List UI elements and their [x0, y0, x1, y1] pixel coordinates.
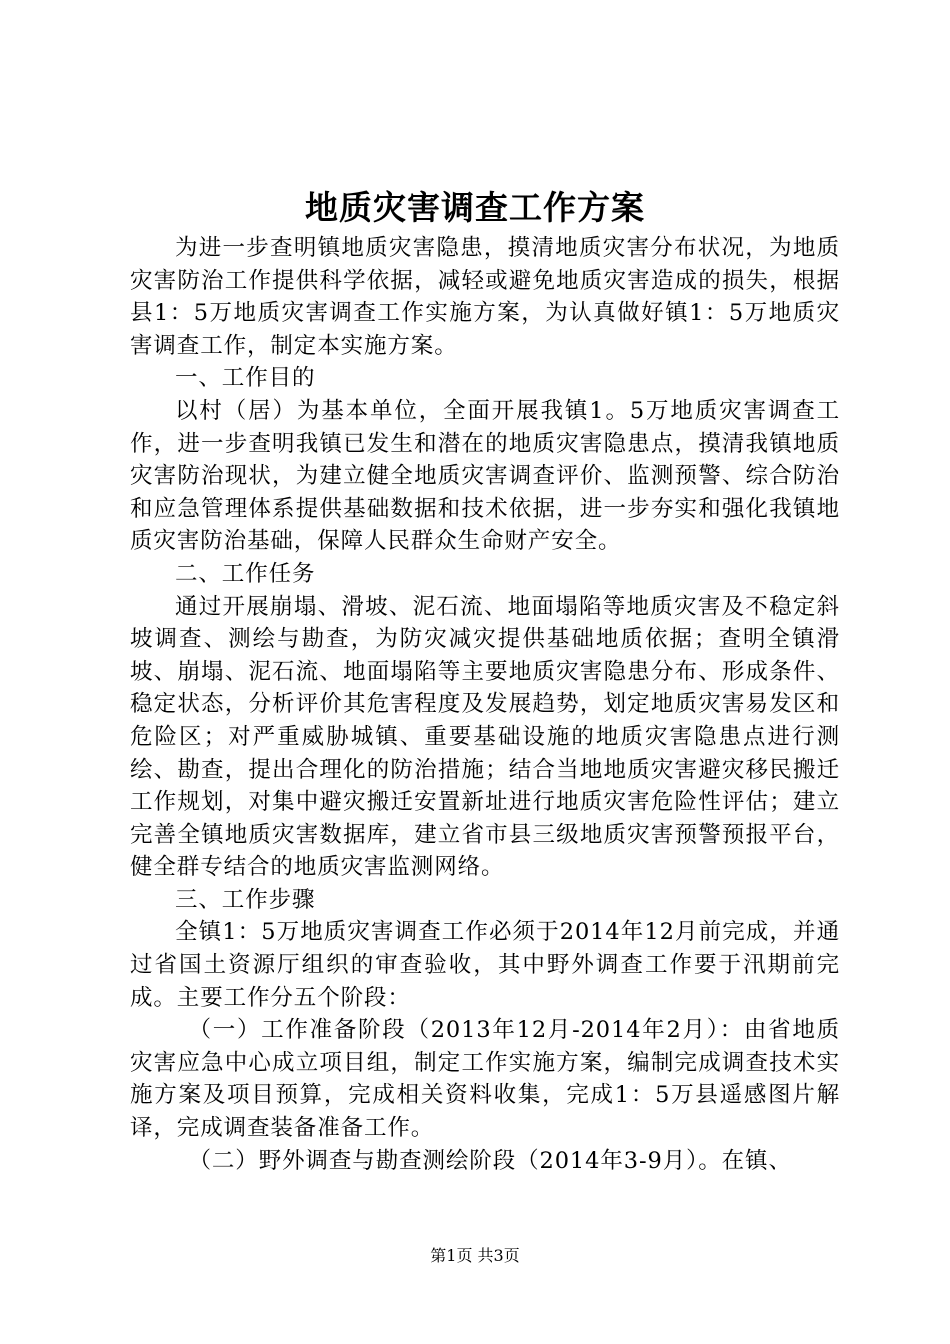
tasks-paragraph: 通过开展崩塌、滑坡、泥石流、地面塌陷等地质灾害及不稳定斜坡调查、测绘与勘查，为防灾减灾提供基础地质依据；查明全镇滑坡、崩塌、泥石流、地面塌陷等主要地质灾害隐患分布、形成条件、稳定状态，分析评价其危害程度及发展趋势，划定地质灾害易发区和危险区；对严重威胁城镇、重要基础设施的地质灾害隐患点进行测绘、勘查，提出合理化的防治措施；结合当地地质灾害避灾移民搬迁工作规划，对集中避灾搬迁安置新址进行地质灾害危险性评估；建立完善全镇地质灾害数据库，建立省市县三级地质灾害预警预报平台，健全群专结合的地质灾害监测网络。: [130, 593, 840, 881]
section-heading-purpose: 一、工作目的: [175, 365, 316, 392]
steps-paragraph: 全镇1：5万地质灾害调查工作必须于2014年12月前完成，并通过省国土资源厅组织的审查验收，其中野外调查工作要于汛期前完成。主要工作分五个阶段：: [130, 919, 840, 1011]
document-body: [130, 232, 840, 1177]
section-heading-tasks: 二、工作任务: [175, 560, 316, 587]
intro-paragraph: 为进一步查明镇地质灾害隐患，摸清地质灾害分布状况，为地质灾害防治工作提供科学依据，减轻或避免地质灾害造成的损失，根据县1：5万地质灾害调查工作实施方案，为认真做好镇1：5万地质灾害调查工作，制定本实施方案。: [130, 235, 840, 359]
document-title: 地质灾害调查工作方案: [305, 188, 645, 227]
stage-one-paragraph: （一）工作准备阶段（2013年12月-2014年2月）：由省地质灾害应急中心成立项目组，制定工作实施方案，编制完成调查技术实施方案及项目预算，完成相关资料收集，完成1：5万县遥感图片解译，完成调查装备准备工作。: [130, 1017, 840, 1142]
section-heading-steps: 三、工作步骤: [175, 886, 316, 913]
purpose-paragraph: 以村（居）为基本单位，全面开展我镇1。5万地质灾害调查工作，进一步查明我镇已发生和潜在的地质灾害隐患点，摸清我镇地质灾害防治现状，为建立健全地质灾害调查评价、监测预警、综合防治和应急管理体系提供基础数据和技术依据，进一步夯实和强化我镇地质灾害防治基础，保障人民群众生命财产安全。: [130, 397, 840, 555]
page-footer: 第1页 共3页: [430, 1246, 520, 1265]
stage-two-paragraph: （二）野外调查与勘查测绘阶段（2014年3-9月）。在镇、: [188, 1147, 792, 1174]
